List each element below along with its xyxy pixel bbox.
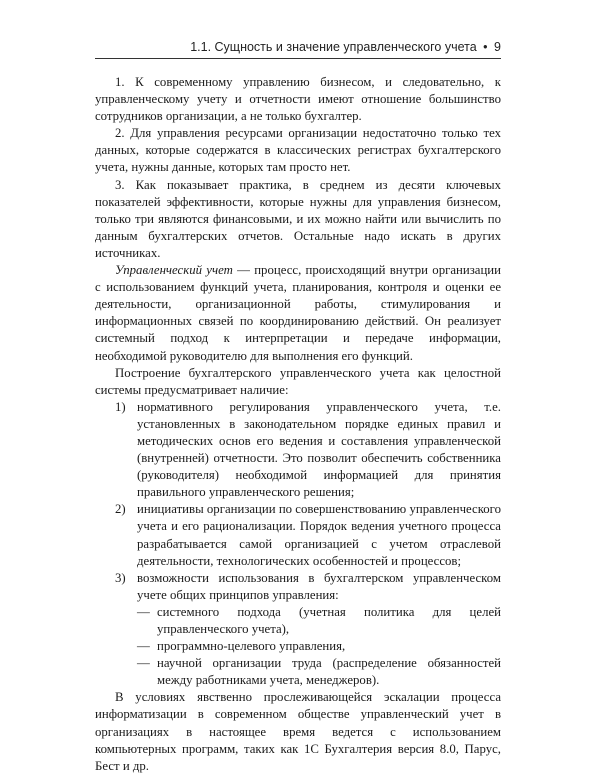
bullet-separator: • (483, 40, 488, 54)
defined-term: Управленческий учет (115, 263, 233, 278)
list-marker: 1) (115, 399, 126, 414)
sub-list-item (137, 638, 501, 655)
paragraph-definition (95, 262, 501, 365)
list-item (95, 501, 501, 569)
list-item (95, 399, 501, 502)
page-number: 9 (494, 40, 501, 54)
dash-marker: — (137, 604, 150, 619)
running-head (95, 40, 501, 60)
list-marker: 3) (115, 570, 126, 585)
list-item (95, 570, 501, 690)
sub-list-item-text: программно-целевого управления, (157, 639, 346, 654)
list-marker: 2) (115, 502, 126, 517)
list-item-text: возможности использования в бухгалтерском управленческом учете общих принципов управления: (137, 570, 501, 602)
list-item-text: нормативного регулирования управленческого учета, т.е. установленных в законодательном порядке единых правил и методических основ его ведения и составления управленческой (внутренней) отчетности. Это позволит обеспечить собственника (руководителя) необходимой информацией для принятия правильного управленческого решения; (137, 399, 501, 500)
body-text (95, 74, 501, 775)
dash-marker: — (137, 656, 150, 671)
section-title: 1.1. Сущность и значение управленческого учета (190, 40, 477, 54)
paragraph-conclusion: В условиях явственно прослеживающейся эскалации процесса информатизации в современном обществе управленческий учет в организациях в настоящее время ведется с использованием компьютерных программ, таких как 1С Бухгалтерия версия 8.0, Парус, Бест и др. (95, 690, 501, 773)
sub-list-item-text: системного подхода (учетная политика для целей управленческого учета), (157, 604, 501, 636)
list-item-text: инициативы организации по совершенствованию управленческого учета и его рационализации. Порядок ведения учетного процесса разрабатывается самой организацией с учетом отраслевой деятельности, технологических особенностей и процессов; (137, 502, 501, 568)
definition-text: — процесс, происходящий внутри организации с использованием функций учета, планирования, контроля и оценки ее деятельности, организационной работы, стимулирования и информационных связей по координированию действий. Он реализует системный подход к интерпретации и передаче информации, необходимой руководителю для выполнения его функций. (95, 263, 501, 363)
principles-list (137, 604, 501, 689)
dash-marker: — (137, 639, 150, 654)
requirements-list (95, 399, 501, 690)
sub-list-item (137, 655, 501, 689)
header-rule (95, 58, 501, 59)
sub-list-item-text: научной организации труда (распределение обязанностей между работниками учета, менеджеров). (157, 656, 501, 688)
paragraph-1: 1. К современному управлению бизнесом, и следовательно, к управленческому учету и отчетности имеют отношение большинство сотрудников организации, а не только бухгалтер. (95, 75, 501, 124)
paragraph-2: 2. Для управления ресурсами организации недостаточно только тех данных, которые содержатся в классических регистрах бухгалтерского учета, нужны данные, которых там просто нет. (95, 126, 501, 175)
sub-list-item (137, 604, 501, 638)
paragraph-list-intro: Построение бухгалтерского управленческого учета как целостной системы предусматривает наличие: (95, 365, 501, 397)
paragraph-3: 3. Как показывает практика, в среднем из десяти ключевых показателей эффективности, которые нужны для управления бизнесом, только три являются финансовыми, и их можно найти или вычислить по данным бухгалтерских отчетов. Остальные надо искать в других источниках. (95, 177, 501, 260)
